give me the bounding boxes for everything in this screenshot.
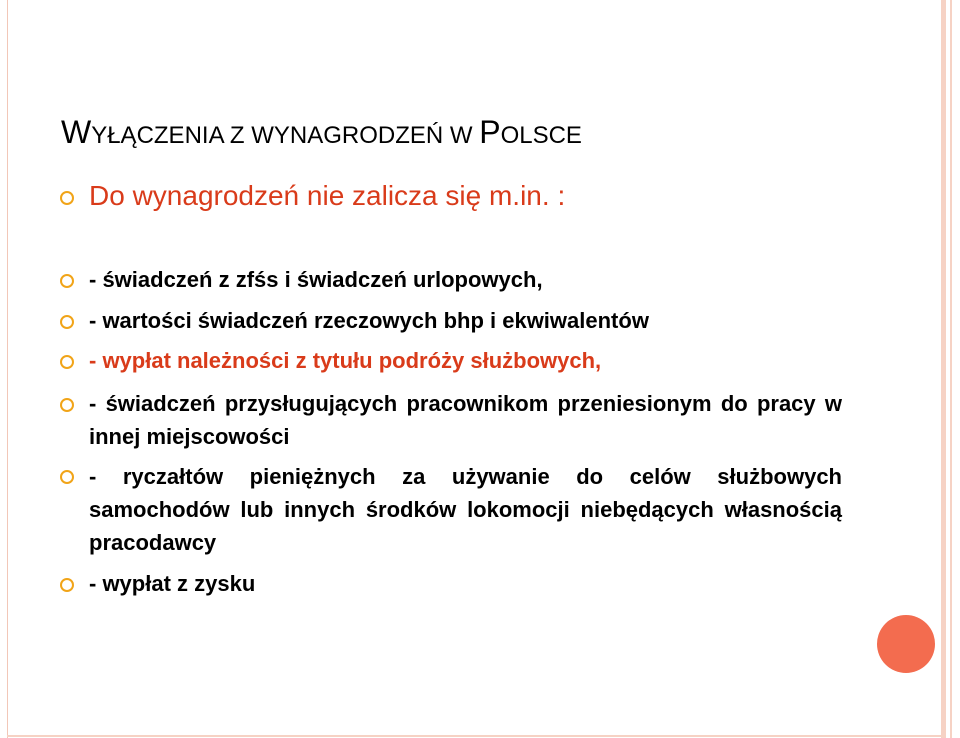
slide-border-bottom [7,735,942,737]
ring-bullet-icon [60,274,74,288]
subtitle: Do wynagrodzeń nie zalicza się m.in. : [89,180,566,211]
title-part-2: YŁĄCZENIA Z WYNAGRODZEŃ W [91,122,480,149]
slide-border-right [941,0,946,738]
ring-bullet-icon [60,315,74,329]
title-part-3: P [479,114,501,150]
ring-bullet-icon [60,470,74,484]
title-part-4: OLSCE [500,122,582,149]
circle-decoration-icon [877,615,935,673]
title-part-1: W [61,114,92,150]
list-item: - świadczeń z zfśs i świadczeń urlopowych, [89,267,543,292]
list-item: - ryczałtów pieniężnych za używanie do celów służbowych samochodów lub innych środków lokomocji niebędących własnością pracodawcy [89,464,842,555]
list-item: - wypłat z zysku [89,571,256,596]
slide-border-left [7,0,8,738]
ring-bullet-icon [60,398,74,412]
ring-bullet-icon [60,355,74,369]
list-item: - świadczeń przysługujących pracownikom przeniesionym do pracy w innej miejscowości [89,391,842,449]
slide-border-right-thin [950,0,952,738]
ring-bullet-icon [60,578,74,592]
ring-bullet-icon [60,191,74,205]
list-item: - wartości świadczeń rzeczowych bhp i ekwiwalentów [89,308,649,333]
list-item-highlighted: - wypłat należności z tytułu podróży służbowych, [89,348,602,373]
slide-title [61,112,582,156]
